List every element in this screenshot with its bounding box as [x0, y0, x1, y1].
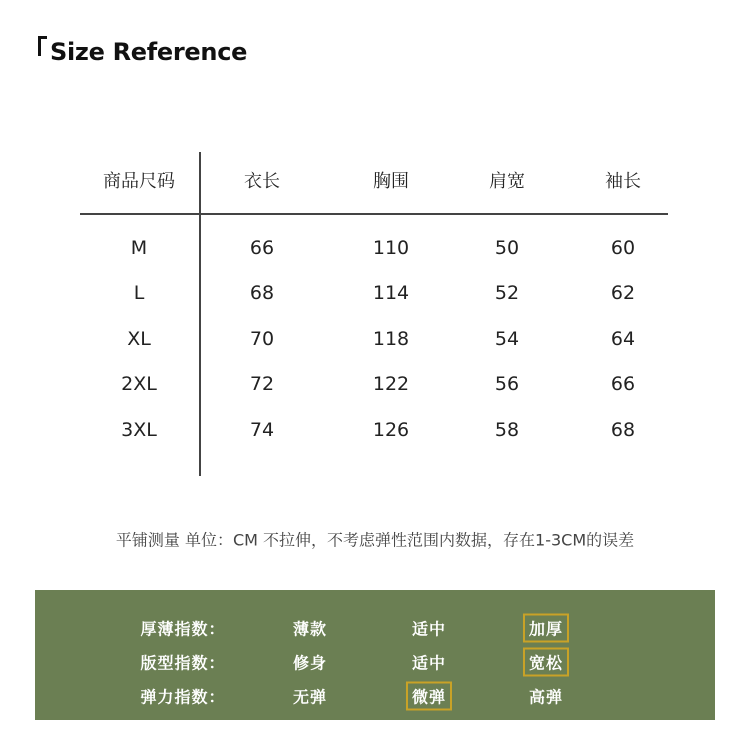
index-label: 版型指数： — [140, 653, 226, 673]
fabric-index-panel — [35, 590, 715, 720]
index-label: 厚薄指数： — [140, 619, 226, 639]
size-label-cell: 2XL — [121, 373, 157, 395]
measurement-cell: 56 — [494, 373, 520, 395]
index-option: 无弹 — [292, 687, 328, 707]
index-option: 薄款 — [292, 619, 328, 639]
column-divider — [199, 152, 201, 476]
measurement-cell: 64 — [610, 328, 636, 350]
measurement-cell: 66 — [610, 373, 636, 395]
table-header-cell: 商品尺码 — [103, 171, 175, 192]
measurement-cell: 74 — [249, 419, 275, 441]
index-option: 高弹 — [528, 687, 564, 707]
size-label-cell: XL — [127, 328, 151, 350]
measurement-cell: 110 — [372, 237, 410, 259]
index-option-selected: 宽松 — [523, 648, 569, 677]
measurement-cell: 58 — [494, 419, 520, 441]
size-label-cell: L — [133, 282, 145, 304]
measurement-cell: 118 — [372, 328, 410, 350]
table-header-cell: 袖长 — [605, 171, 641, 192]
table-header-cell: 胸围 — [373, 171, 409, 192]
index-option: 适中 — [411, 619, 447, 639]
measurement-cell: 126 — [372, 419, 410, 441]
table-header-cell: 肩宽 — [489, 171, 525, 192]
index-option: 修身 — [292, 653, 328, 673]
header-divider — [80, 213, 668, 215]
measurement-cell: 66 — [249, 237, 275, 259]
index-label: 弹力指数： — [140, 687, 226, 707]
index-option-selected: 加厚 — [523, 614, 569, 643]
index-option-selected: 微弹 — [406, 682, 452, 711]
measurement-cell: 68 — [610, 419, 636, 441]
measurement-cell: 70 — [249, 328, 275, 350]
measurement-note: 平铺测量 单位：CM 不拉伸，不考虑弹性范围内数据，存在1-3CM的误差 — [115, 530, 635, 550]
size-label-cell: M — [130, 237, 148, 259]
measurement-cell: 50 — [494, 237, 520, 259]
index-option: 适中 — [411, 653, 447, 673]
title-text: Size Reference — [50, 38, 248, 66]
measurement-cell: 52 — [494, 282, 520, 304]
measurement-cell: 72 — [249, 373, 275, 395]
measurement-cell: 60 — [610, 237, 636, 259]
measurement-cell: 68 — [249, 282, 275, 304]
measurement-cell: 122 — [372, 373, 410, 395]
measurement-cell: 62 — [610, 282, 636, 304]
measurement-cell: 54 — [494, 328, 520, 350]
size-label-cell: 3XL — [121, 419, 157, 441]
measurement-cell: 114 — [372, 282, 410, 304]
table-header-cell: 衣长 — [244, 171, 280, 192]
